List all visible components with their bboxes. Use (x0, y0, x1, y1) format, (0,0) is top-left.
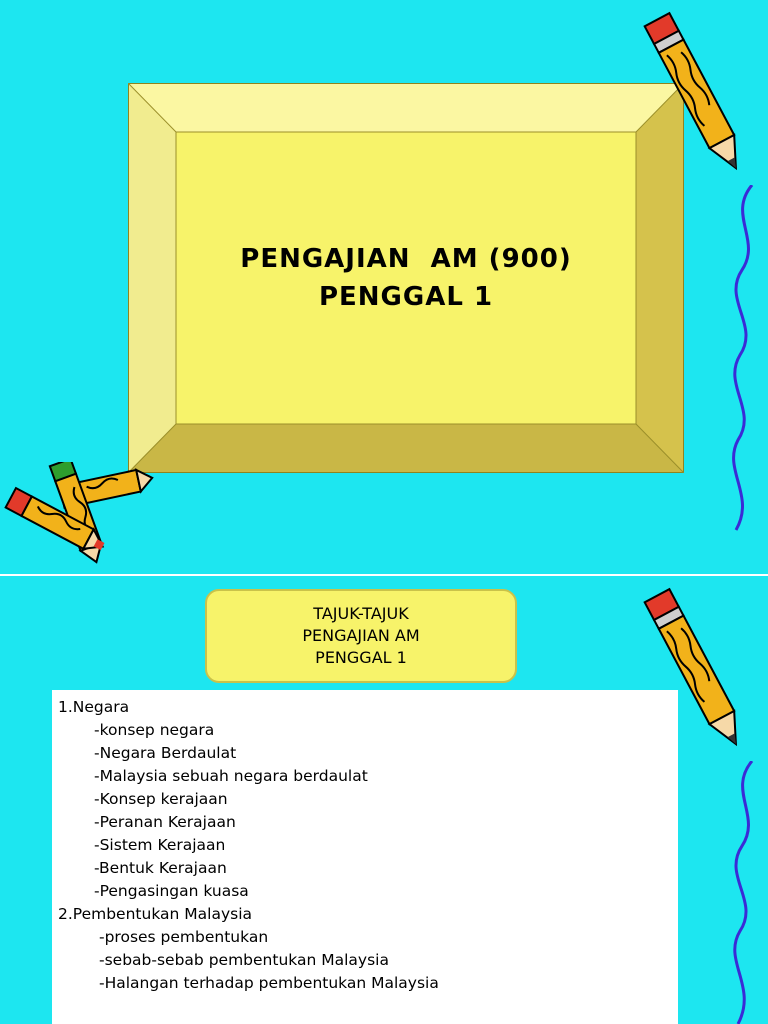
list-item: -Peranan Kerajaan (94, 813, 236, 831)
topic-line-1: TAJUK-TAJUK (313, 604, 409, 623)
list-item: -Malaysia sebuah negara berdaulat (94, 767, 368, 785)
list-item: -Halangan terhadap pembentukan Malaysia (99, 974, 439, 992)
topic-list (52, 690, 678, 1024)
list-item: 2.Pembentukan Malaysia (58, 905, 252, 923)
topic-heading-box (205, 589, 517, 683)
list-item: 1.Negara (58, 698, 130, 716)
topic-line-2: PENGAJIAN AM (302, 626, 420, 645)
list-item: -konsep negara (94, 721, 215, 739)
list-item: -Negara Berdaulat (94, 744, 237, 762)
crossed-pencils-icon (0, 462, 155, 570)
list-item: -proses pembentukan (99, 928, 269, 946)
title-line-1: PENGAJIAN AM (900) (240, 244, 572, 274)
list-item: -sebab-sebab pembentukan Malaysia (99, 951, 389, 969)
topic-line-3: PENGGAL 1 (315, 648, 407, 667)
list-item: -Konsep kerajaan (94, 790, 228, 808)
wavy-line-icon (722, 761, 768, 1024)
list-item: -Bentuk Kerajaan (94, 859, 227, 877)
slide-2 (0, 576, 768, 1024)
title-block (176, 132, 636, 424)
list-item: -Sistem Kerajaan (94, 836, 226, 854)
wavy-line-icon (722, 185, 768, 545)
title-line-2: PENGGAL 1 (318, 282, 494, 312)
pencil-icon (640, 2, 752, 184)
list-item: -Pengasingan kuasa (94, 882, 249, 900)
